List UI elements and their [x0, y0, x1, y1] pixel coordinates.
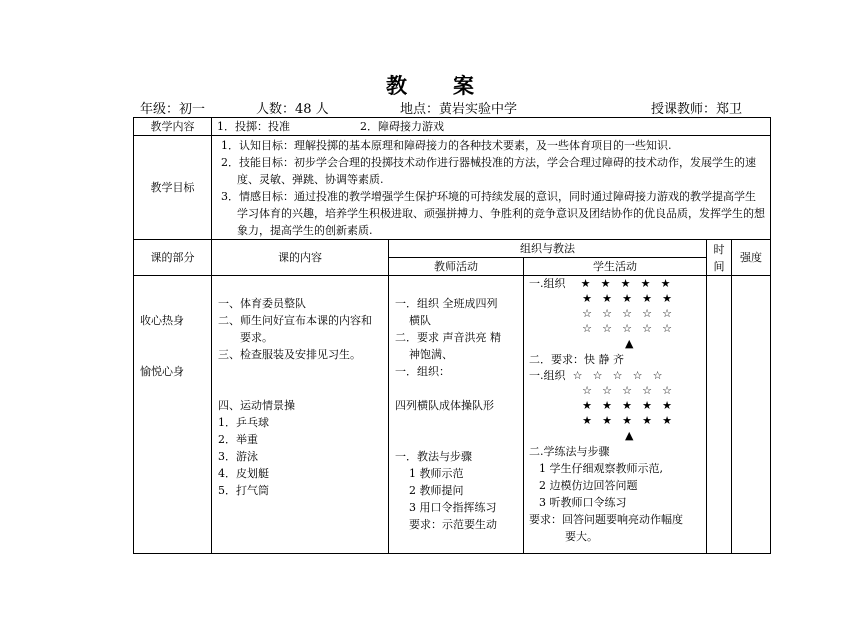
- goals-row: [134, 136, 771, 240]
- body-row: [134, 276, 771, 554]
- title-char-2: 案: [453, 73, 474, 98]
- col-student-header: 学生活动: [524, 258, 707, 276]
- filled-star-icon: ★: [620, 277, 631, 290]
- teacher-line: 二．要求 声音洪亮 精: [395, 331, 501, 344]
- filled-star-icon: ★: [642, 399, 652, 412]
- page-title: [0, 70, 860, 100]
- student-activity-cell: [524, 276, 707, 554]
- filled-star-icon: ★: [582, 399, 592, 412]
- teacher-line: 要求：示范要生动: [409, 518, 497, 531]
- filled-star-icon: ★: [582, 414, 592, 427]
- part-warmup: 收心热身: [140, 314, 184, 327]
- col-part-header: 课的部分: [134, 240, 212, 276]
- filled-star-icon: ★: [602, 414, 612, 427]
- teacher-line: 一．组织：: [395, 365, 450, 378]
- teacher-line: 横队: [409, 314, 431, 327]
- teacher-position-triangle-icon: ▲: [625, 337, 634, 350]
- time-cell: [707, 276, 732, 554]
- filled-star-icon: ★: [660, 277, 671, 290]
- content-line: 二、师生问好宣布本课的内容和: [218, 314, 372, 327]
- intensity-cell: [732, 276, 771, 554]
- student-org-label: 一.组织: [529, 277, 566, 290]
- lesson-plan-table: [133, 117, 771, 554]
- outline-star-icon: ☆: [642, 307, 652, 320]
- content-line: 四、运动情景操: [218, 399, 295, 412]
- content-line: 1．乒乓球: [218, 416, 269, 429]
- student-line: 要大。: [565, 530, 598, 543]
- outline-star-icon: ☆: [642, 322, 652, 335]
- outline-star-icon: ☆: [602, 307, 612, 320]
- student-line: 1 学生仔细观察教师示范,: [539, 462, 663, 475]
- content-line: 4．皮划艇: [218, 467, 269, 480]
- content-row-label: 教学内容: [134, 118, 212, 136]
- goal-item: 3．情感目标：通过投准的教学增强学生保护环境的可持续发展的意识，同时通过障碍接力游戏的教学提高学生学习体育的兴趣，培养学生积极进取、顽强拼搏力、争胜利的竞争意识及团结协作的优良品质，发挥学生的想象力，提高学生的创新素质.: [221, 190, 765, 237]
- goal-item: 2．技能目标：初步学会合理的投掷技术动作进行器械投准的方法，学会合理过障碍的技术动作，发展学生的速度、灵敏、弹跳、协调等素质.: [221, 156, 756, 186]
- filled-star-icon: ★: [662, 292, 672, 305]
- col-content-header: 课的内容: [212, 240, 389, 276]
- outline-star-icon: ☆: [612, 369, 623, 382]
- filled-star-icon: ★: [642, 292, 652, 305]
- filled-star-icon: ★: [602, 292, 612, 305]
- teacher-label: 授课教师：郑卫: [651, 102, 743, 117]
- teacher-line: 一．教法与步骤: [395, 450, 472, 463]
- outline-star-icon: ☆: [582, 307, 592, 320]
- teacher-line: 神饱满、: [409, 348, 453, 361]
- content-line: 一、体育委员整队: [218, 297, 306, 310]
- teacher-line: 1 教师示范: [409, 467, 464, 480]
- content-line: 3．游泳: [218, 450, 258, 463]
- outline-star-icon: ☆: [632, 369, 643, 382]
- content-line: 要求。: [240, 331, 273, 344]
- content-line: 2．举重: [218, 433, 258, 446]
- header-row-1: [134, 240, 771, 258]
- outline-star-icon: ☆: [602, 322, 612, 335]
- filled-star-icon: ★: [640, 277, 651, 290]
- col-intensity-header: 强度: [732, 240, 771, 276]
- outline-star-icon: ☆: [662, 322, 672, 335]
- filled-star-icon: ★: [602, 399, 612, 412]
- outline-star-icon: ☆: [622, 307, 632, 320]
- outline-star-icon: ☆: [592, 369, 603, 382]
- outline-star-icon: ☆: [582, 322, 592, 335]
- outline-star-icon: ☆: [662, 384, 672, 397]
- outline-star-icon: ☆: [652, 369, 663, 382]
- teacher-line: 3 用口令指挥练习: [409, 501, 497, 514]
- filled-star-icon: ★: [582, 292, 592, 305]
- filled-star-icon: ★: [580, 277, 591, 290]
- filled-star-icon: ★: [622, 399, 632, 412]
- content-item-2: 2．障碍接力游戏: [360, 120, 444, 133]
- outline-star-icon: ☆: [642, 384, 652, 397]
- teacher-activity-cell: [389, 276, 524, 554]
- outline-star-icon: ☆: [662, 307, 672, 320]
- col-teacher-header: 教师活动: [389, 258, 524, 276]
- content-row-value: [212, 118, 771, 136]
- filled-star-icon: ★: [662, 399, 672, 412]
- student-count-label: 人数：48 人: [256, 102, 329, 117]
- student-org-label: 一.组织: [529, 369, 566, 382]
- grade-label: 年级：初一: [140, 102, 206, 117]
- col-org-header: 组织与教法: [389, 240, 707, 258]
- student-line: 要求：回答问题要响亮动作幅度: [529, 513, 683, 526]
- filled-star-icon: ★: [622, 414, 632, 427]
- student-line: 3 听教师口令练习: [539, 496, 627, 509]
- teacher-line: 一．组织 全班成四列: [395, 297, 498, 310]
- content-line: 三、检查服装及安排见习生。: [218, 348, 361, 361]
- part-cell: [134, 276, 212, 554]
- content-row: [134, 118, 771, 136]
- goals-label: 教学目标: [134, 136, 212, 240]
- outline-star-icon: ☆: [572, 369, 583, 382]
- outline-star-icon: ☆: [582, 384, 592, 397]
- goal-item: 1．认知目标：理解投掷的基本原理和障碍接力的各种技术要素，及一些体育项目的一些知识.: [221, 139, 672, 152]
- filled-star-icon: ★: [662, 414, 672, 427]
- content-line: 5．打气筒: [218, 484, 269, 497]
- teacher-line: 四列横队成体操队形: [395, 399, 494, 412]
- teacher-position-triangle-icon: ▲: [625, 429, 634, 442]
- content-item-1: 1．投掷：投准: [217, 120, 290, 133]
- student-line: 二.学练法与步骤: [529, 445, 610, 458]
- filled-star-icon: ★: [600, 277, 611, 290]
- content-cell: [212, 276, 389, 554]
- filled-star-icon: ★: [622, 292, 632, 305]
- filled-star-icon: ★: [642, 414, 652, 427]
- part-relax: 愉悦心身: [140, 365, 184, 378]
- outline-star-icon: ☆: [602, 384, 612, 397]
- outline-star-icon: ☆: [622, 384, 632, 397]
- teacher-line: 2 教师提问: [409, 484, 464, 497]
- outline-star-icon: ☆: [622, 322, 632, 335]
- student-line: 2 边模仿边回答问题: [539, 479, 638, 492]
- goals-list: [212, 136, 771, 240]
- title-char-1: 教: [386, 73, 407, 98]
- location-label: 地点：黄岩实验中学: [400, 102, 518, 117]
- col-time-header: 时间: [707, 240, 732, 276]
- student-requirement: 二．要求：快 静 齐: [529, 353, 624, 366]
